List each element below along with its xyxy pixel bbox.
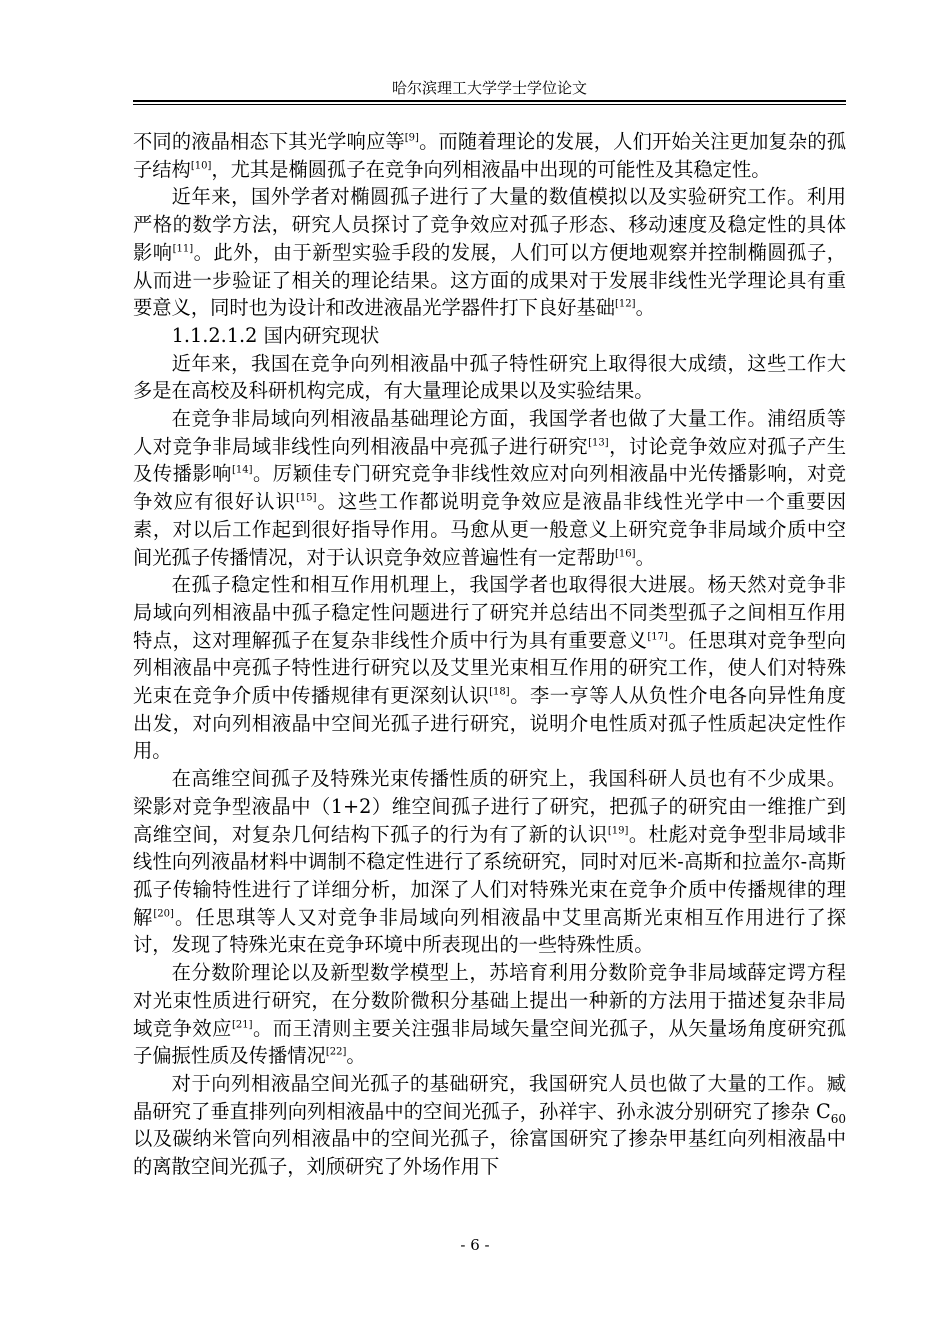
citation-ref: [20] [153, 908, 174, 920]
text-run: 。杜彪对竞争型非局域非线性向列液晶材料中调制不稳定性进行了系统研究，同时对厄米-高斯和拉盖尔-高斯孤子传输特性进行了详细分析，加深了人们对特殊光束在竞争介质中传播规律的理解 [133, 822, 847, 929]
citation-ref: [15] [295, 492, 317, 504]
paragraph [133, 128, 846, 183]
text-run: 。李一亨等人从负性介电各向异性角度出发，对向列相液晶中空间光孤子进行研究，说明介电性质对孤子性质起决定性作用。 [133, 684, 846, 763]
text-run: 近年来，我国在竞争向列相液晶中孤子特性研究上取得很大成绩，这些工作大多是在高校及科研机构完成，有大量理论成果以及实验结果。 [133, 351, 846, 403]
running-header: 哈尔滨理工大学学士学位论文 [391, 79, 587, 97]
citation-ref: [21] [231, 1019, 253, 1031]
text-run: 1.1.2.1.2 国内研究现状 [171, 323, 380, 347]
body-text [133, 128, 846, 1181]
text-run: 。任思琪对竞争型向列相液晶中亮孤子特性进行研究以及艾里光束相互作用的研究工作，使人们对特殊光束在竞争介质中传播规律有更深刻认识 [133, 628, 846, 708]
subscript: 60 [830, 1111, 846, 1126]
paragraph [133, 183, 846, 322]
header-rule-thick [133, 100, 846, 102]
text-run: ，尤其是椭圆孤子在竞争向列相液晶中出现的可能性及其稳定性。 [211, 157, 771, 181]
text-run: 。 [635, 545, 655, 569]
text-run: 不同的液晶相态下其光学响应等 [133, 130, 405, 153]
citation-ref: [17] [647, 631, 668, 643]
paragraph [133, 350, 846, 405]
citation-ref: [22] [325, 1046, 347, 1058]
citation-ref: [9] [404, 132, 419, 144]
page-number: - 6 - [460, 1236, 490, 1254]
text-run: 。 [346, 1044, 366, 1068]
citation-ref: [14] [231, 465, 253, 477]
text-run: 。 [635, 296, 655, 320]
citation-ref: [12] [615, 298, 636, 310]
text-run: ，讨论竞争效应对孤子产生及传播影响 [133, 434, 847, 486]
paragraph [133, 405, 846, 571]
text-run: 以及碳纳米管向列相液晶中的空间光孤子，徐富国研究了掺杂甲基红向列相液晶中的离散空间光孤子，刘颀研究了外场作用下 [133, 1127, 846, 1179]
text-run: 在分数阶理论以及新型数学模型上，苏培育利用分数阶竞争非局域薛定谔方程对光束性质进行研究，在分数阶微积分基础上提出一种新的方法用于描述复杂非局域竞争效应 [133, 961, 846, 1040]
citation-ref: [10] [190, 160, 212, 172]
citation-ref: [19] [607, 825, 629, 837]
text-run: 。此外，由于新型实验手段的发展，人们可以方便地观察并控制椭圆孤子，从而进一步验证了相关的理论结果。这方面的成果对于发展非线性光学理论具有重要意义，同时也为设计和改进液晶光学器件打下良好基础 [133, 240, 847, 320]
paragraph [133, 959, 846, 1070]
text-run: 。厉颖佳专门研究竞争非线性效应对向列相液晶中光传播影响，对竞争效应有很好认识 [133, 462, 847, 514]
text-run: 。而随着理论的发展，人们开始关注更加复杂的孤子结构 [133, 130, 846, 181]
text-run: 。而王清则主要关注强非局域矢量空间光孤子，从矢量场角度研究孤子偏振性质及传播情况 [133, 1016, 847, 1068]
text-run: 在高维空间孤子及特殊光束传播性质的研究上，我国科研人员也有不少成果。梁影对竞争型液晶中（1+2）维空间孤子进行了研究，把孤子的研究由一维推广到高维空间，对复杂几何结构下孤子的行为有了新的认识 [133, 767, 846, 846]
citation-ref: [13] [588, 437, 609, 449]
paragraph [133, 1070, 846, 1181]
text-run: 对于向列相液晶空间光孤子的基础研究，我国研究人员也做了大量的工作。臧晶研究了垂直排列向列相液晶中的空间光孤子，孙祥宇、孙永波分别研究了掺杂 C [133, 1071, 846, 1123]
text-run: 近年来，国外学者对椭圆孤子进行了大量的数值模拟以及实验研究工作。利用严格的数学方法，研究人员探讨了竞争效应对孤子形态、移动速度及稳定性的具体影响 [133, 185, 846, 264]
text-run: 。这些工作都说明竞争效应是液晶非线性光学中一个重要因素，对以后工作起到很好指导作用。马愈从更一般意义上研究竞争非局域介质中空间光孤子传播情况，对于认识竞争效应普遍性有一定帮助 [133, 490, 847, 569]
paragraph [133, 765, 846, 959]
citation-ref: [18] [489, 686, 510, 698]
citation-ref: [11] [172, 243, 194, 255]
citation-ref: [16] [615, 548, 636, 560]
paragraph [133, 571, 846, 765]
header-rule-thin [133, 104, 846, 105]
paragraph [133, 322, 846, 350]
text-run: 。任思琪等人又对竞争非局域向列相液晶中艾里高斯光束相互作用进行了探讨，发现了特殊光束在竞争环境中所表现出的一些特殊性质。 [133, 905, 847, 957]
text-run: 在竞争非局域向列相液晶基础理论方面，我国学者也做了大量工作。浦绍质等人对竞争非局域非线性向列相液晶中亮孤子进行研究 [133, 407, 846, 458]
text-run: 在孤子稳定性和相互作用机理上，我国学者也取得很大进展。杨天然对竞争非局域向列相液晶中孤子稳定性问题进行了研究并总结出不同类型孤子之间相互作用特点，这对理解孤子在复杂非线性介质中行为具有重要意义 [133, 573, 846, 652]
